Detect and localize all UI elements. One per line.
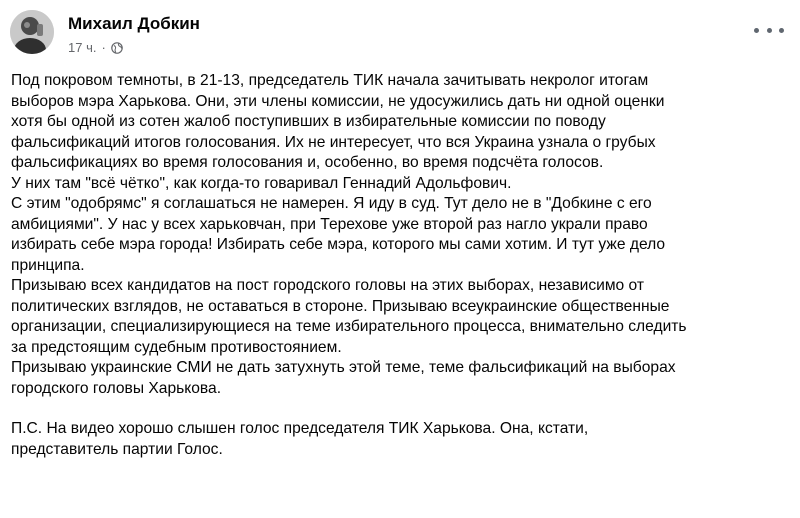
- post-text-line: С этим "одобрямс" я соглашаться не намерен. Я иду в суд. Тут дело не в "Добкине с его: [11, 195, 652, 212]
- post-text-line: амбициями". У нас у всех харьковчан, при Терехове уже второй раз нагло украли право: [11, 215, 648, 233]
- post-text-line: фальсификациях во время голосования и, особенно, во время подсчёта голосов.: [11, 154, 604, 171]
- post-meta: [68, 40, 123, 55]
- paragraph-gap: [11, 399, 786, 419]
- post-text-line: за предстоящим судебным противостоянием.: [11, 338, 342, 356]
- post-text-line: Призываю украинские СМИ не дать затухнуть этой теме, теме фальсификаций на выборах: [11, 359, 676, 376]
- post-text-line: Под покровом темноты, в 21-13, председатель ТИК начала зачитывать некролог итогам: [11, 72, 649, 89]
- post-text-line: избирать себе мэра города! Избирать себе мэра, которого мы сами хотим. И тут уже дело: [11, 236, 666, 253]
- post-text-line: политических взглядов, не оставаться в стороне. Призываю всеукраинские общественные: [11, 297, 670, 315]
- author-name[interactable]: Михаил Добкин: [68, 14, 200, 33]
- post-text-line: хотя бы одной из сотен жалоб поступивших в избирательные комиссии по поводу: [11, 113, 606, 130]
- post-text-line: представитель партии Голос.: [11, 440, 223, 458]
- post-text-line: У них там "всё чётко", как когда-то говаривал Геннадий Адольфович.: [11, 174, 512, 192]
- globe-icon: [111, 42, 123, 54]
- post-text-line: фальсификаций итогов голосования. Их не интересует, что вся Украина узнала о грубых: [11, 133, 656, 151]
- avatar[interactable]: [10, 10, 54, 54]
- post-body: [11, 71, 786, 460]
- meta-separator: ·: [101, 40, 106, 55]
- post-text-line: Призываю всех кандидатов на пост городского головы на этих выборах, независимо от: [11, 277, 645, 294]
- post-text-line: организации, специализирующиеся на теме избирательного процесса, внимательно следить: [11, 318, 687, 335]
- post-header: [10, 8, 790, 60]
- post-text-line: принципа.: [11, 256, 85, 274]
- profile-photo: [10, 10, 54, 54]
- post-text-line: выборов мэра Харькова. Они, эти члены комиссии, не удосужились дать ни одной оценки: [11, 92, 665, 110]
- post-text-line: городского головы Харькова.: [11, 379, 222, 397]
- post-time[interactable]: 17 ч.: [68, 40, 97, 55]
- post-text-line: П.С. На видео хорошо слышен голос председателя ТИК Харькова. Она, кстати,: [11, 420, 589, 437]
- more-options-icon[interactable]: [754, 20, 784, 40]
